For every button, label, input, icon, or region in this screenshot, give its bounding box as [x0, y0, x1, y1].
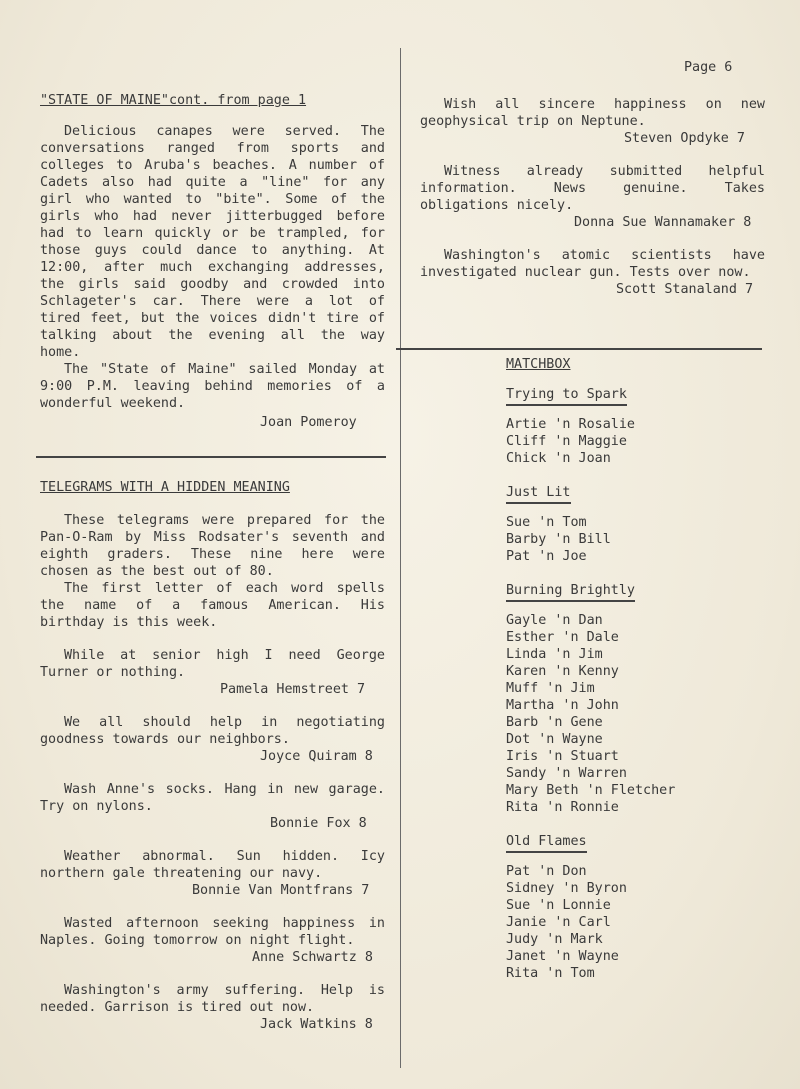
couple-item: Esther 'n Dale — [506, 630, 619, 645]
group-title: Trying to Spark — [506, 386, 627, 406]
couple-item: Barby 'n Bill — [506, 532, 611, 547]
couple-item: Artie 'n Rosalie — [506, 417, 635, 432]
couple-item: Chick 'n Joan — [506, 451, 611, 466]
couple-item: Sue 'n Lonnie — [506, 898, 611, 913]
telegram-text: Wish all sincere happiness on new geophysical trip on Neptune. — [420, 97, 774, 129]
telegram-text: Weather abnormal. Sun hidden. Icy northern gale threatening our navy. — [40, 849, 394, 881]
telegram-signature: Jack Watkins 8 — [260, 1017, 373, 1032]
telegram-signature: Bonnie Van Montfrans 7 — [192, 883, 370, 898]
telegrams-intro-1: These telegrams were prepared for the Pan-O-Ram by Miss Rodsater's seventh and eighth graders. These nine here were chosen as the best out of 80. — [40, 513, 394, 579]
couple-item: Pat 'n Joe — [506, 549, 587, 564]
couple-item: Barb 'n Gene — [506, 715, 603, 730]
telegrams-heading: TELEGRAMS WITH A HIDDEN MEANING — [40, 480, 290, 495]
couple-item: Rita 'n Ronnie — [506, 800, 619, 815]
telegram-item — [40, 915, 394, 966]
couple-item: Judy 'n Mark — [506, 932, 603, 947]
couple-item: Martha 'n John — [506, 698, 619, 713]
matchbox-group — [506, 481, 765, 565]
telegram-item — [40, 848, 394, 899]
couple-item: Rita 'n Tom — [506, 966, 595, 981]
matchbox-group — [506, 383, 765, 467]
couple-item: Janie 'n Carl — [506, 915, 611, 930]
telegram-signature: Pamela Hemstreet 7 — [220, 682, 366, 697]
telegram-text: Washington's atomic scientists have investigated nuclear gun. Tests over now. — [420, 248, 774, 280]
group-title: Just Lit — [506, 484, 571, 504]
telegram-signature: Anne Schwartz 8 — [252, 950, 373, 965]
telegram-text: Wash Anne's socks. Hang in new garage. Try on nylons. — [40, 782, 394, 814]
maine-paragraph-1: Delicious canapes were served. The conversations ranged from sports and colleges to Aruba's beaches. A number of Cadets also had quite a "line" for any girl who wanted to "bite". Some of the girls who had never jitterbugged before had to learn quickly or be trampled, for those guys could dance to anything. At 12:00, after much exchanging addresses, the girls said goodby and crowded into Schlageter's car. There were a lot of tired feet, but the voices didn't tire of talking about the evening all the way home. — [40, 124, 394, 360]
telegram-text: Witness already submitted helpful information. News genuine. Takes obligations nicely. — [420, 164, 774, 213]
telegram-list-left — [40, 647, 394, 1033]
right-column — [420, 60, 774, 982]
couple-item: Sandy 'n Warren — [506, 766, 627, 781]
telegram-item — [420, 163, 774, 231]
telegram-item — [40, 982, 394, 1033]
maine-heading: "STATE OF MAINE"cont. from page 1 — [40, 93, 307, 108]
couple-item: Janet 'n Wayne — [506, 949, 619, 964]
maine-paragraph-2: The "State of Maine" sailed Monday at 9:00 P.M. leaving behind memories of a wonderful weekend. — [40, 362, 394, 411]
page-number: Page 6 — [684, 60, 733, 75]
couple-item: Muff 'n Jim — [506, 681, 595, 696]
telegram-signature: Donna Sue Wannamaker 8 — [574, 215, 752, 230]
telegram-text: While at senior high I need George Turner or nothing. — [40, 648, 394, 680]
matchbox-group — [506, 830, 765, 982]
couple-item: Mary Beth 'n Fletcher — [506, 783, 676, 798]
telegram-item — [40, 714, 394, 765]
telegram-item — [40, 781, 394, 832]
couple-item: Sue 'n Tom — [506, 515, 587, 530]
matchbox-heading: MATCHBOX — [506, 357, 571, 372]
telegram-signature: Bonnie Fox 8 — [270, 816, 367, 831]
telegram-item — [420, 96, 774, 147]
telegram-signature: Scott Stanaland 7 — [616, 282, 754, 297]
maine-signature: Joan Pomeroy — [260, 415, 357, 430]
group-title: Burning Brightly — [506, 582, 635, 602]
telegram-signature: Steven Opdyke 7 — [624, 131, 745, 146]
couple-item: Gayle 'n Dan — [506, 613, 603, 628]
telegrams-intro-2: The first letter of each word spells the name of a famous American. His birthday is this week. — [40, 581, 394, 630]
matchbox-group — [506, 579, 765, 816]
couple-item: Cliff 'n Maggie — [506, 434, 627, 449]
telegram-item — [40, 647, 394, 698]
couple-item: Karen 'n Kenny — [506, 664, 619, 679]
matchbox-section — [420, 356, 765, 982]
couple-item: Linda 'n Jim — [506, 647, 603, 662]
couple-item: Iris 'n Stuart — [506, 749, 619, 764]
couple-item: Pat 'n Don — [506, 864, 587, 879]
group-title: Old Flames — [506, 833, 587, 853]
couple-item: Dot 'n Wayne — [506, 732, 603, 747]
column-divider — [400, 48, 401, 1068]
telegram-text: Washington's army suffering. Help is needed. Garrison is tired out now. — [40, 983, 394, 1015]
telegram-item — [420, 247, 774, 298]
couple-item: Sidney 'n Byron — [506, 881, 627, 896]
telegram-text: We all should help in negotiating goodness towards our neighbors. — [40, 715, 394, 747]
telegram-text: Wasted afternoon seeking happiness in Naples. Going tomorrow on night flight. — [40, 916, 394, 948]
left-column — [40, 92, 394, 1033]
telegram-signature: Joyce Quiram 8 — [260, 749, 373, 764]
